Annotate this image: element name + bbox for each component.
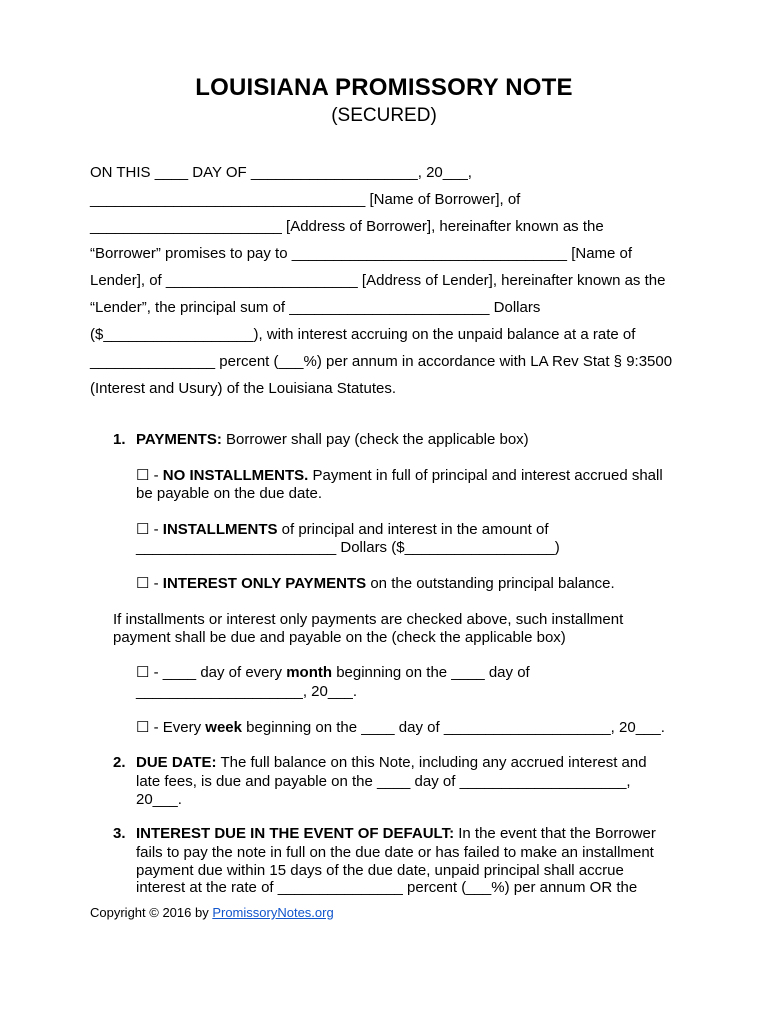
option-text-continued: be payable on the due date. [136, 485, 322, 502]
option-monthly [136, 664, 530, 682]
option-interest-only [136, 575, 615, 593]
intro-line: _______________________ [Address of Borrower], hereinafter known as the [90, 218, 604, 235]
intro-line: ON THIS ____ DAY OF ____________________, 20___, [90, 164, 472, 181]
checkbox-icon[interactable]: ☐ - [136, 521, 163, 538]
intro-line: (Interest and Usury) of the Louisiana Statutes. [90, 380, 396, 397]
schedule-text: payment shall be due and payable on the (check the applicable box) [113, 629, 566, 646]
default-interest-line [136, 825, 656, 843]
option-installments [136, 521, 549, 539]
option-text: of principal and interest in the amount of [277, 521, 549, 538]
option-label: week [205, 719, 242, 736]
section-text: 20___. [136, 791, 182, 808]
option-text: beginning on the ____ day of ____________________, 20___. [242, 719, 665, 736]
section-text: payment due within 15 days of the due date, unpaid principal shall accrue [136, 862, 624, 879]
promissory-notes-link[interactable]: PromissoryNotes.org [212, 905, 334, 920]
option-text[interactable]: ☐ - Every [136, 719, 206, 736]
checkbox-icon[interactable]: ☐ - [136, 467, 163, 484]
intro-paragraph [90, 159, 690, 402]
intro-line: Lender], of _______________________ [Address of Lender], hereinafter known as the [90, 272, 666, 289]
section-text: interest at the rate of _______________ percent (___%) per annum OR the [136, 879, 638, 896]
option-text: beginning on the ____ day of [332, 664, 530, 681]
option-label: NO INSTALLMENTS. [162, 467, 309, 484]
section-text: The full balance on this Note, including any accrued interest and [216, 754, 647, 771]
option-label: INTEREST ONLY PAYMENTS [162, 575, 367, 592]
section-heading: DUE DATE: [136, 754, 217, 771]
section-heading: INTEREST DUE IN THE EVENT OF DEFAULT: [136, 825, 455, 842]
option-text[interactable]: ☐ - ____ day of every [136, 664, 287, 681]
option-weekly [136, 719, 665, 737]
footer-copyright [90, 905, 334, 920]
option-text-continued: ________________________ Dollars ($__________________) [136, 539, 560, 556]
schedule-text: If installments or interest only payments are checked above, such installment [113, 611, 624, 628]
due-date-line [136, 754, 647, 772]
option-text: Payment in full of principal and interest accrued shall [308, 467, 663, 484]
payments-heading-line [136, 431, 529, 449]
copyright-text: Copyright © 2016 by [90, 905, 213, 920]
intro-line: “Lender”, the principal sum of ________________________ Dollars [90, 299, 541, 316]
section-number: 3. [113, 825, 126, 842]
checkbox-icon[interactable]: ☐ - [136, 575, 163, 592]
intro-line: _________________________________ [Name of Borrower], of [90, 191, 521, 208]
section-heading: PAYMENTS: [136, 431, 222, 448]
section-text: Borrower shall pay (check the applicable box) [221, 431, 529, 448]
option-text: on the outstanding principal balance. [366, 575, 615, 592]
intro-line: _______________ percent (___%) per annum in accordance with LA Rev Stat § 9:3500 [90, 353, 673, 370]
section-text: In the event that the Borrower [454, 825, 656, 842]
section-number: 1. [113, 431, 126, 448]
intro-line: “Borrower” promises to pay to _________________________________ [Name of [90, 245, 633, 262]
option-text-continued: ____________________, 20___. [136, 683, 358, 700]
section-text: fails to pay the note in full on the due date or has failed to make an installment [136, 844, 654, 861]
document-subtitle: (SECURED) [331, 105, 437, 126]
option-no-installments [136, 467, 663, 485]
section-number: 2. [113, 754, 126, 771]
option-label: INSTALLMENTS [162, 521, 278, 538]
intro-line: ($__________________), with interest accruing on the unpaid balance at a rate of [90, 326, 636, 343]
section-text: late fees, is due and payable on the ____ day of ____________________, [136, 773, 631, 790]
option-label: month [286, 664, 333, 681]
document-title: LOUISIANA PROMISSORY NOTE [195, 74, 573, 101]
